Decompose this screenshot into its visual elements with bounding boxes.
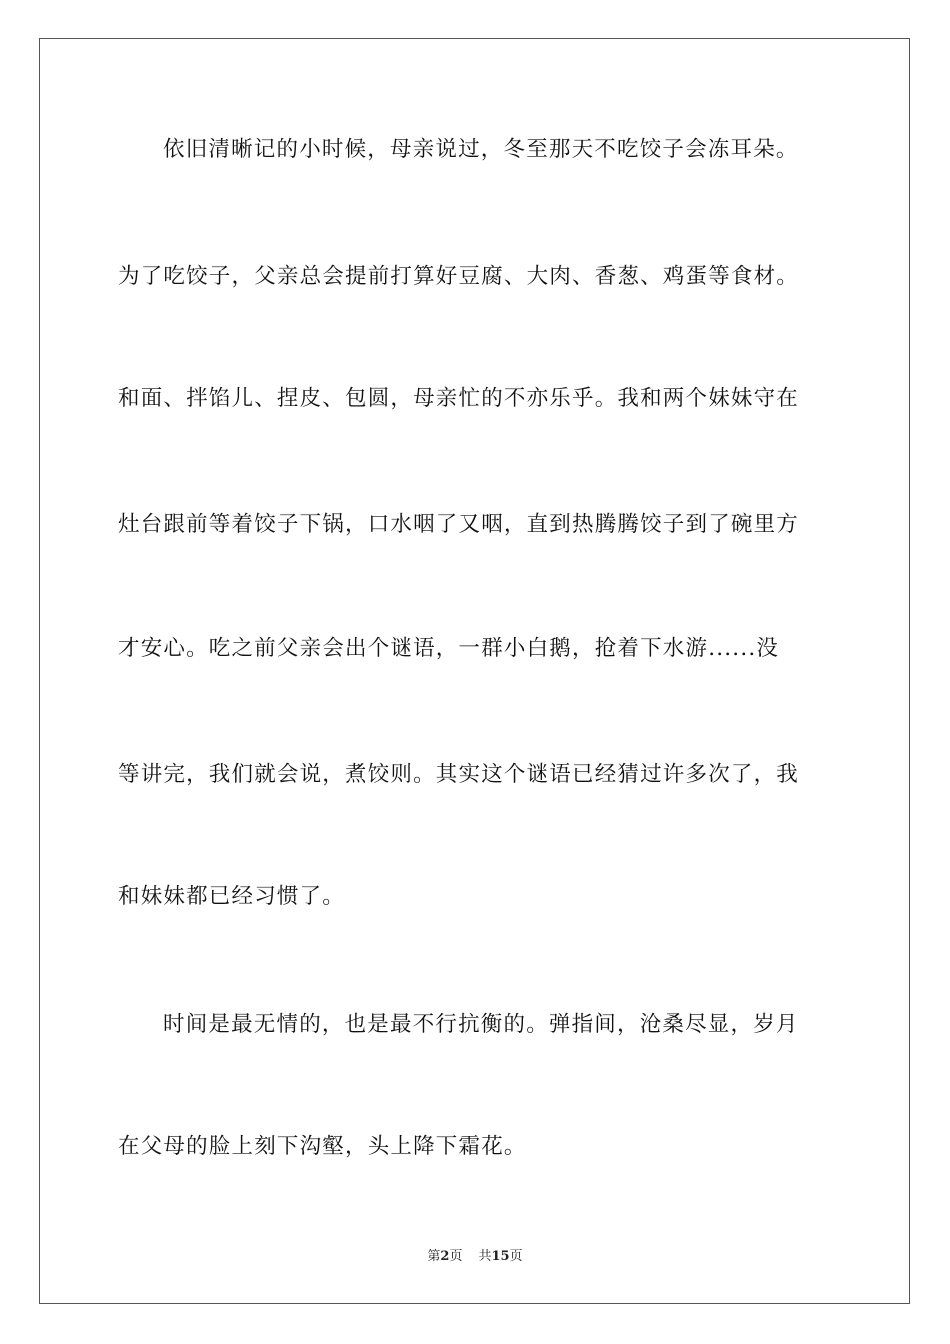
- total-prefix: 共: [478, 1249, 492, 1264]
- paragraph-1-line-6: 等讲完，我们就会说，煮饺则。其实这个谜语已经猜过许多次了，我: [118, 762, 800, 787]
- total-pages: 15: [491, 1249, 510, 1264]
- page-frame: [39, 38, 910, 1304]
- page-footer: [0, 1248, 950, 1266]
- paragraph-2-line-1: 时间是最无情的，也是最不行抗衡的。弹指间，沧桑尽显，岁月: [163, 1012, 799, 1037]
- page-suffix: 页: [449, 1249, 463, 1264]
- paragraph-1-line-3: 和面、拌馅儿、捏皮、包圆，母亲忙的不亦乐乎。我和两个妹妹守在: [118, 386, 800, 411]
- paragraph-1-line-5: 才安心。吃之前父亲会出个谜语，一群小白鹅，抢着下水游......没: [118, 636, 780, 661]
- page-prefix: 第: [427, 1249, 441, 1264]
- page-number: 2: [440, 1249, 450, 1264]
- total-suffix: 页: [509, 1249, 523, 1264]
- paragraph-1-line-7: 和妹妹都已经习惯了。: [118, 884, 346, 909]
- paragraph-1-line-4: 灶台跟前等着饺子下锅，口水咽了又咽，直到热腾腾饺子到了碗里方: [118, 512, 800, 537]
- paragraph-1-line-2: 为了吃饺子，父亲总会提前打算好豆腐、大肉、香葱、鸡蛋等食材。: [118, 264, 800, 289]
- paragraph-2-line-2: 在父母的脸上刻下沟壑，头上降下霜花。: [118, 1134, 527, 1159]
- paragraph-1-line-1: 依旧清晰记的小时候，母亲说过，冬至那天不吃饺子会冻耳朵。: [163, 137, 799, 162]
